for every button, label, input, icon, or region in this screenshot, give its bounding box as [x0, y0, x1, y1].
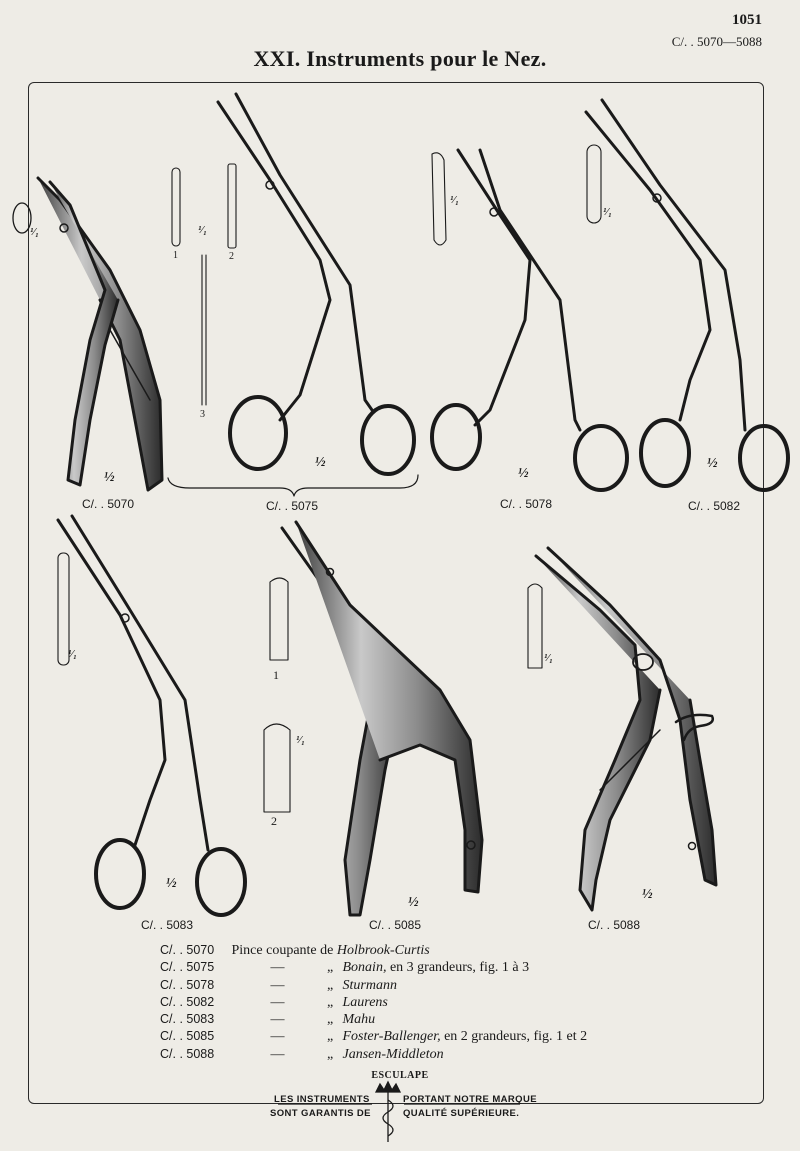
legend-dash: —	[270, 1046, 285, 1062]
legend-extra: en 2 grandeurs, fig. 1 et 2	[440, 1029, 588, 1045]
legend-quote: „	[327, 1029, 334, 1045]
scale-5085: ½	[408, 895, 419, 910]
legend-quote: „	[327, 994, 334, 1010]
legend-dash: —	[270, 994, 285, 1010]
legend-desc: Pince coupante de	[231, 943, 334, 958]
instrument-5083-illustration	[58, 516, 245, 915]
legend-row	[160, 942, 587, 959]
instrument-legend	[160, 942, 587, 1063]
fig-5085-2: 2	[271, 814, 277, 828]
legend-code: C/. . 5078	[160, 977, 215, 992]
detail-scale-5083: ¹⁄₁	[68, 648, 77, 660]
detail-scale-5070: ¹⁄₁	[30, 226, 39, 238]
fig-5075-1: 1	[173, 250, 178, 261]
instrument-5088-illustration	[528, 548, 716, 910]
instrument-5085-illustration	[264, 522, 482, 915]
page-title: XXI. Instruments pour le Nez.	[253, 46, 547, 71]
scale-5078: ½	[518, 466, 529, 481]
legend-name: Bonain,	[342, 960, 387, 976]
legend-dash: —	[270, 960, 285, 976]
legend-code: C/. . 5083	[160, 1012, 215, 1027]
legend-extra: en 3 grandeurs, fig. 1 à 3	[386, 960, 530, 976]
scale-5070: ½	[104, 470, 115, 485]
legend-code: C/. . 5075	[160, 960, 215, 975]
detail-scale-5088: ¹⁄₁	[544, 652, 553, 664]
legend-code: C/. . 5088	[160, 1046, 215, 1061]
legend-dash: —	[270, 1012, 285, 1028]
page-range: C/. . 5070—5088	[671, 34, 762, 49]
fig-5075-2: 2	[229, 251, 234, 262]
legend-name: Mahu	[342, 1012, 376, 1028]
legend-name: Laurens	[342, 994, 388, 1010]
legend-code: C/. . 5085	[160, 1029, 215, 1044]
legend-row	[160, 1011, 587, 1028]
instrument-5078-illustration	[432, 150, 627, 490]
code-5070: C/. . 5070	[82, 497, 135, 511]
code-5078: C/. . 5078	[500, 497, 553, 511]
legend-name: Sturmann	[342, 977, 397, 993]
page-number: 1051	[732, 12, 762, 28]
scale-5088: ½	[642, 887, 653, 902]
guarantee-line2-left: SONT GARANTIS DE	[270, 1108, 371, 1119]
legend-name: Jansen-Middleton	[342, 1046, 444, 1062]
guarantee-line1-left: LES INSTRUMENTS	[274, 1094, 370, 1105]
legend-code: C/. . 5070	[160, 943, 215, 957]
code-5088: C/. . 5088	[588, 918, 641, 932]
legend-quote: „	[327, 960, 334, 976]
legend-row	[160, 977, 587, 994]
detail-scale-5078: ¹⁄₁	[450, 194, 459, 206]
legend-dash: —	[270, 977, 285, 993]
legend-quote: „	[327, 1046, 334, 1062]
code-5075: C/. . 5075	[266, 499, 319, 513]
instrument-5070-illustration	[13, 178, 162, 490]
instrument-5075-illustration	[168, 94, 418, 496]
guarantee-line2-right: QUALITÉ SUPÉRIEURE.	[403, 1108, 520, 1119]
legend-row	[160, 994, 587, 1011]
code-5083: C/. . 5083	[141, 918, 194, 932]
legend-name: Holbrook-Curtis	[336, 943, 430, 958]
legend-dash: —	[270, 1029, 285, 1045]
detail-scale-5085: ¹⁄₁	[296, 734, 305, 746]
legend-quote: „	[327, 977, 334, 993]
guarantee-line1-right: PORTANT NOTRE MARQUE	[403, 1094, 537, 1105]
scale-5083: ½	[166, 876, 177, 891]
fig-5085-1: 1	[273, 668, 279, 682]
detail-scale-5075: ¹⁄₁	[198, 224, 207, 236]
legend-row	[160, 1046, 587, 1063]
scale-5075: ½	[315, 455, 326, 470]
legend-row	[160, 1028, 587, 1045]
legend-name: Foster-Ballenger,	[342, 1029, 441, 1045]
scale-5082: ½	[707, 456, 718, 471]
code-5085: C/. . 5085	[369, 918, 422, 932]
fig-5075-3: 3	[200, 409, 205, 420]
code-5082: C/. . 5082	[688, 499, 741, 513]
brand-name: ESCULAPE	[371, 1070, 429, 1081]
detail-scale-5082: ¹⁄₁	[603, 206, 612, 218]
legend-quote: „	[327, 1012, 334, 1028]
legend-row	[160, 959, 587, 976]
legend-code: C/. . 5082	[160, 994, 215, 1009]
